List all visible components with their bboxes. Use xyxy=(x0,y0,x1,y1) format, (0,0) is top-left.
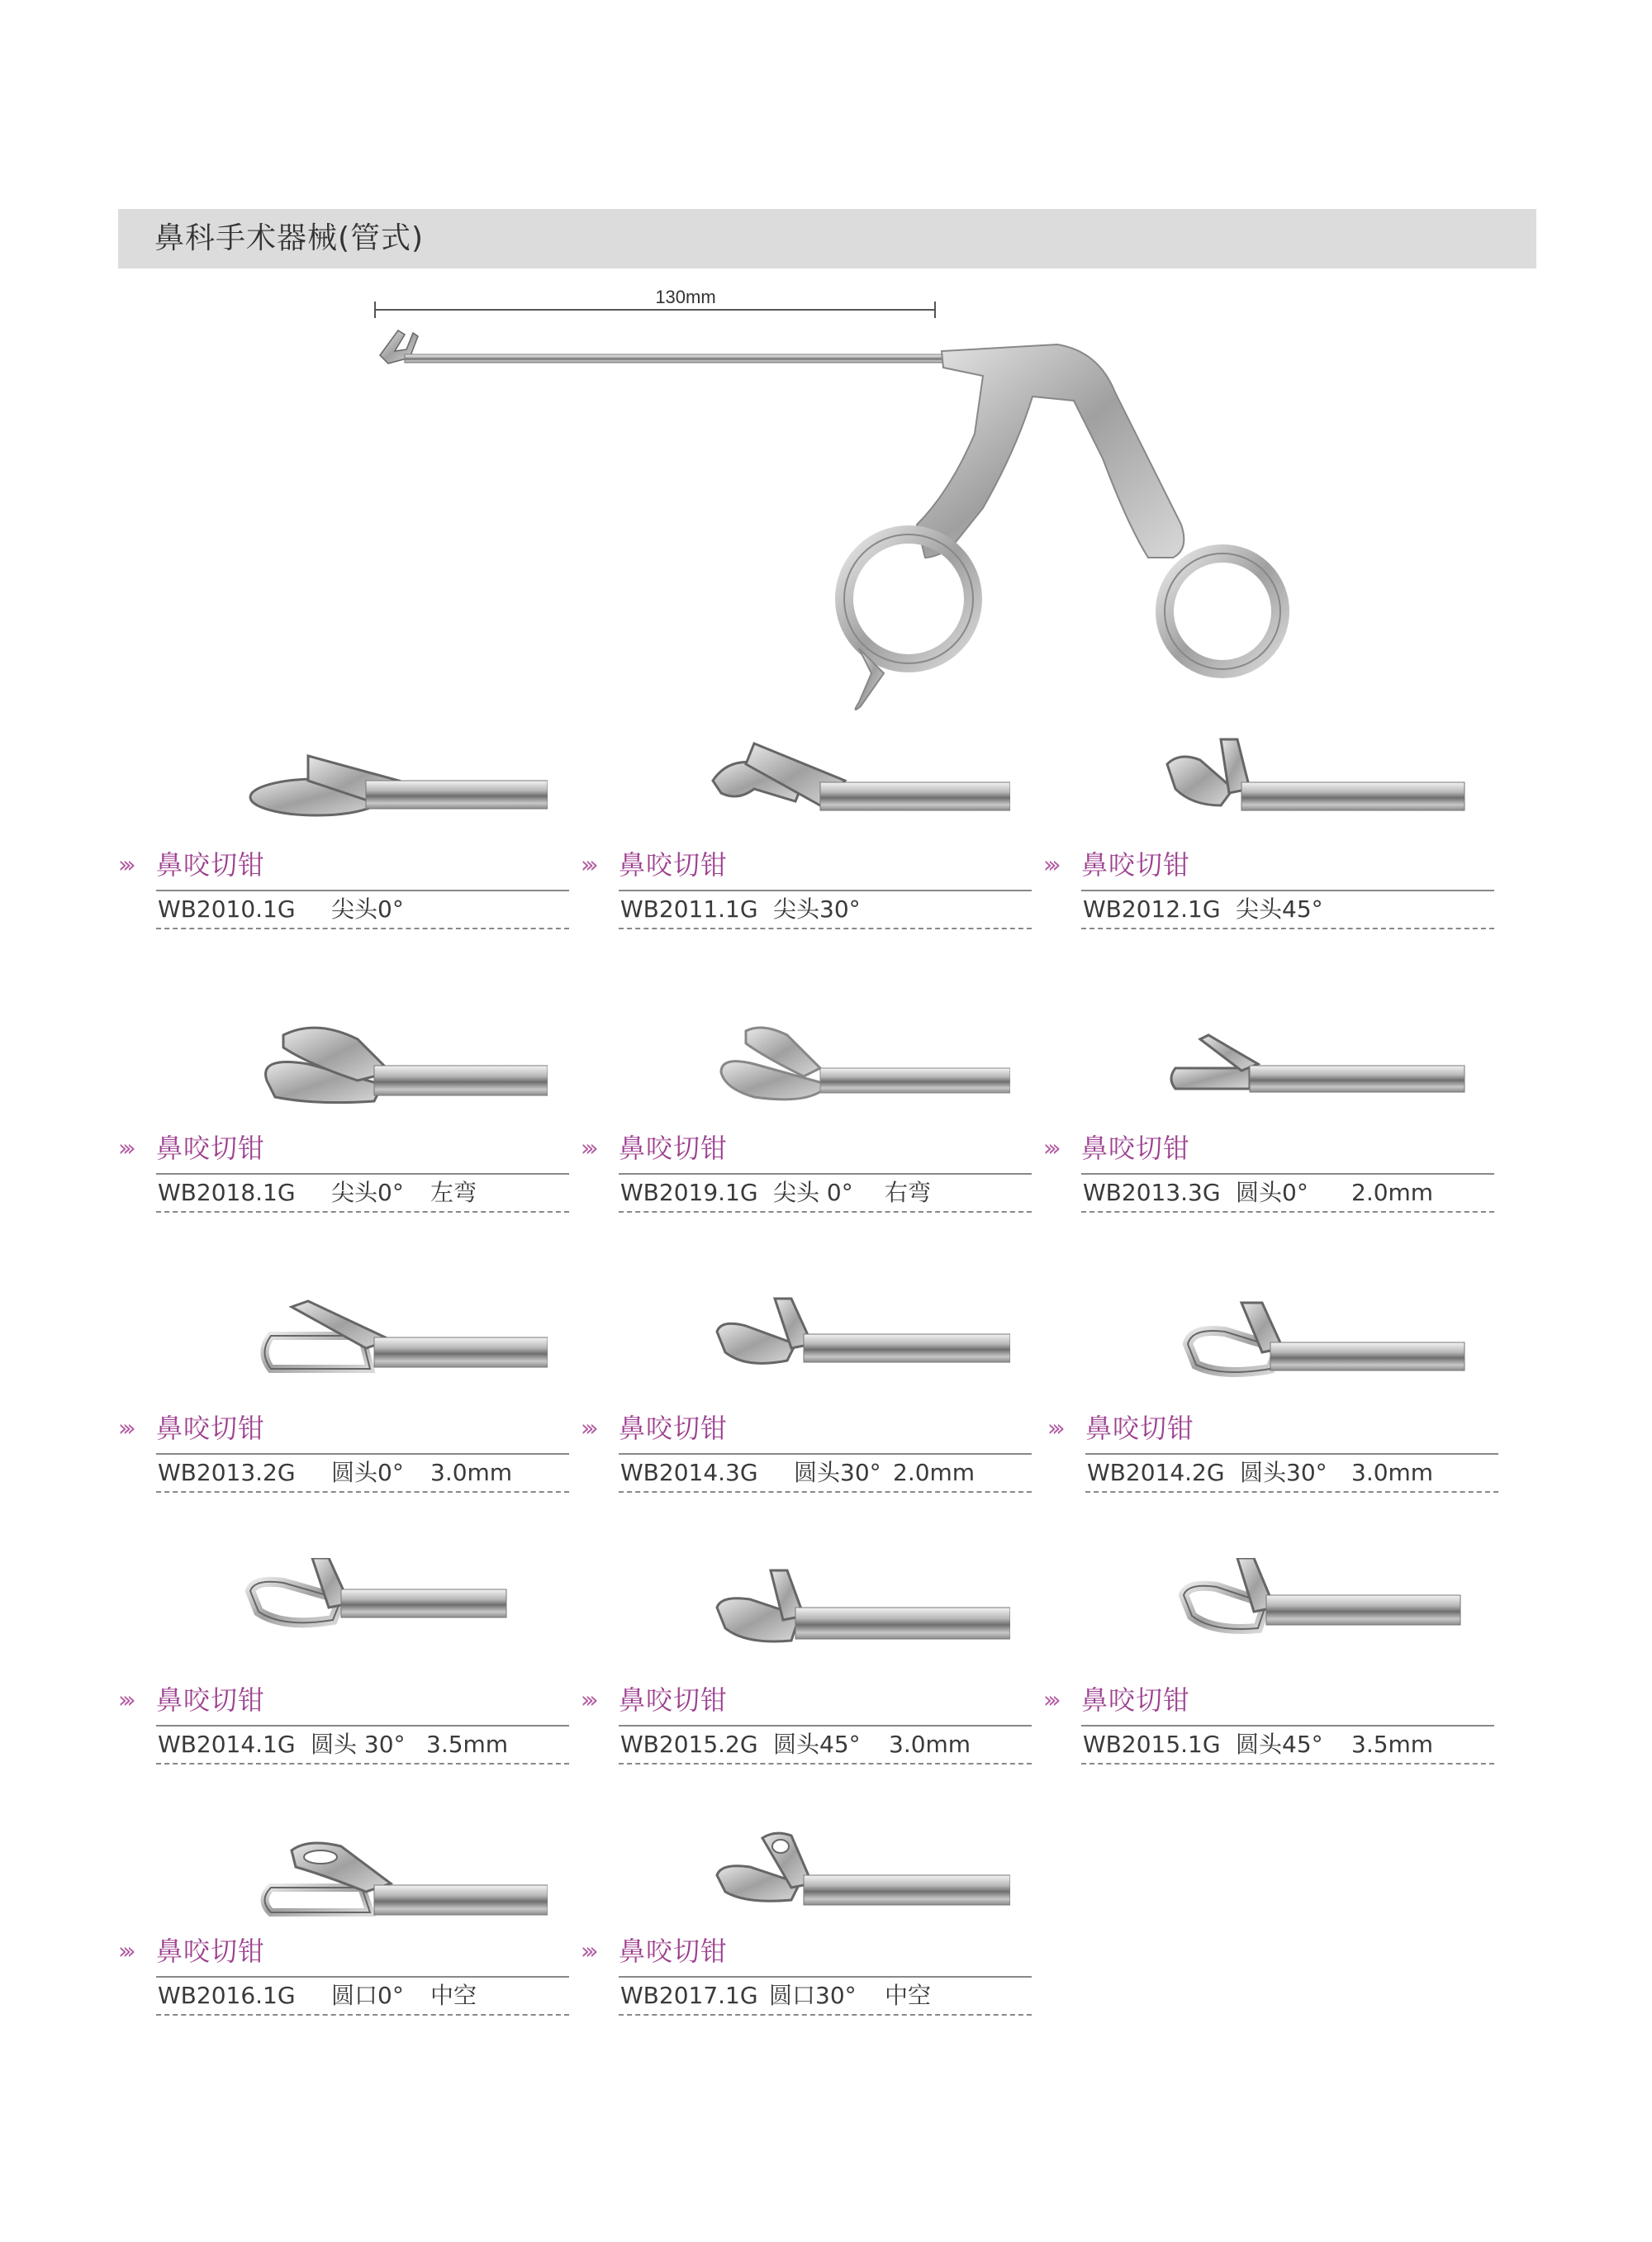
product-spec-row xyxy=(1087,1456,1433,1489)
product-code: WB2013.3G xyxy=(1083,1179,1221,1206)
product-spec-extra: 左弯 xyxy=(430,1179,477,1206)
instrument-tip-image xyxy=(217,1006,548,1130)
product-card xyxy=(581,1270,1043,1518)
product-code: WB2019.1G xyxy=(620,1179,758,1206)
product-name: 鼻咬切钳 xyxy=(1081,1133,1191,1164)
double-chevron-icon: ››› xyxy=(118,1414,131,1442)
divider xyxy=(619,1725,1032,1727)
product-spec: 尖头0° xyxy=(331,895,404,923)
instrument-tip-image xyxy=(680,1809,1010,1933)
dashed-divider xyxy=(156,1763,569,1765)
product-name: 鼻咬切钳 xyxy=(1081,849,1191,881)
dashed-divider xyxy=(619,1211,1032,1213)
product-card xyxy=(118,990,581,1237)
product-spec: 圆头30° xyxy=(794,1459,881,1486)
product-name: 鼻咬切钳 xyxy=(156,1413,266,1444)
divider xyxy=(619,890,1032,891)
product-name: 鼻咬切钳 xyxy=(156,1936,266,1967)
product-spec-extra: 右弯 xyxy=(885,1179,932,1206)
instrument-tip-image xyxy=(1142,1006,1473,1130)
dashed-divider xyxy=(619,1491,1032,1493)
dimension-label: 130mm xyxy=(655,287,716,307)
divider xyxy=(156,1725,569,1727)
double-chevron-icon: ››› xyxy=(118,1686,131,1713)
product-spec-row xyxy=(158,1456,512,1489)
product-name: 鼻咬切钳 xyxy=(1081,1684,1191,1716)
product-spec: 尖头 0° xyxy=(773,1179,853,1206)
divider xyxy=(619,1976,1032,1978)
product-spec: 圆头45° xyxy=(1236,1731,1323,1758)
dashed-divider xyxy=(1081,928,1494,929)
instrument-tip-image xyxy=(680,723,1010,847)
product-spec: 圆头30° xyxy=(1240,1459,1327,1486)
instrument-tip-image xyxy=(1146,1286,1477,1410)
product-spec-extra: 3.5mm xyxy=(1351,1731,1434,1758)
product-code: WB2015.2G xyxy=(620,1731,758,1758)
section-header xyxy=(118,209,1536,268)
product-spec: 尖头30° xyxy=(773,895,861,923)
product-code: WB2013.2G xyxy=(158,1459,296,1486)
divider xyxy=(1081,1725,1494,1727)
product-spec: 圆头0° xyxy=(1236,1179,1308,1206)
product-card xyxy=(581,1541,1043,1789)
divider xyxy=(1081,890,1494,891)
divider xyxy=(156,1173,569,1175)
dashed-divider xyxy=(156,2014,569,2016)
instrument-tip-image xyxy=(217,1809,548,1933)
dashed-divider xyxy=(1085,1491,1498,1493)
product-spec-extra: 3.0mm xyxy=(430,1459,513,1486)
product-spec-row xyxy=(1083,1176,1433,1209)
double-chevron-icon: ››› xyxy=(1047,1414,1061,1442)
product-spec-row xyxy=(158,1176,477,1209)
product-card xyxy=(1043,990,1506,1237)
instrument-tip-image xyxy=(680,1558,1010,1682)
double-chevron-icon: ››› xyxy=(581,1134,594,1161)
product-name: 鼻咬切钳 xyxy=(619,849,729,881)
instrument-tip-image xyxy=(217,1558,548,1682)
double-chevron-icon: ››› xyxy=(581,1414,594,1442)
product-spec-row xyxy=(620,1456,975,1489)
product-spec-row xyxy=(620,1176,931,1209)
product-name: 鼻咬切钳 xyxy=(156,849,266,881)
product-spec-extra: 中空 xyxy=(885,1982,932,2009)
product-code: WB2011.1G xyxy=(620,895,758,923)
product-card xyxy=(1043,1541,1506,1789)
double-chevron-icon: ››› xyxy=(581,851,594,878)
double-chevron-icon: ››› xyxy=(581,1686,594,1713)
product-card xyxy=(118,1270,581,1518)
dashed-divider xyxy=(156,1491,569,1493)
instrument-tip-image xyxy=(680,1286,1010,1410)
product-code: WB2014.2G xyxy=(1087,1459,1225,1486)
product-code: WB2016.1G xyxy=(158,1982,296,2009)
product-spec: 尖头0° xyxy=(331,1179,404,1206)
product-card xyxy=(118,1793,581,2040)
double-chevron-icon: ››› xyxy=(1043,1686,1056,1713)
divider xyxy=(1085,1453,1498,1455)
main-instrument-illustration xyxy=(355,285,1305,723)
product-spec-extra: 3.0mm xyxy=(1351,1459,1434,1486)
product-code: WB2010.1G xyxy=(158,895,296,923)
product-name: 鼻咬切钳 xyxy=(619,1684,729,1716)
double-chevron-icon: ››› xyxy=(1043,851,1056,878)
product-name: 鼻咬切钳 xyxy=(156,1684,266,1716)
product-spec-extra: 2.0mm xyxy=(893,1459,976,1486)
instrument-tip-image xyxy=(1142,1558,1473,1682)
product-spec: 圆头45° xyxy=(773,1731,861,1758)
instrument-tip-image xyxy=(1142,723,1473,847)
divider xyxy=(1081,1173,1494,1175)
product-code: WB2018.1G xyxy=(158,1179,296,1206)
product-name: 鼻咬切钳 xyxy=(1085,1413,1195,1444)
product-spec: 圆口30° xyxy=(769,1982,857,2009)
product-card xyxy=(1047,1270,1510,1518)
double-chevron-icon: ››› xyxy=(118,851,131,878)
product-spec-row xyxy=(620,893,861,926)
section-title: 鼻科手术器械(管式) xyxy=(154,221,425,255)
product-card xyxy=(581,706,1043,954)
double-chevron-icon: ››› xyxy=(118,1937,131,1964)
product-spec-row xyxy=(158,1728,508,1761)
product-spec-extra: 3.0mm xyxy=(889,1731,971,1758)
product-card xyxy=(581,1793,1043,2040)
divider xyxy=(156,1976,569,1978)
double-chevron-icon: ››› xyxy=(581,1937,594,1964)
instrument-tip-image xyxy=(680,1006,1010,1130)
product-spec-row xyxy=(620,1979,931,2012)
product-spec: 尖头45° xyxy=(1236,895,1323,923)
product-spec-row xyxy=(1083,1728,1433,1761)
instrument-tip-image xyxy=(217,1286,548,1410)
product-code: WB2014.1G xyxy=(158,1731,296,1758)
product-spec: 圆头0° xyxy=(331,1459,404,1486)
product-spec: 圆头 30° xyxy=(311,1731,406,1758)
product-spec: 圆口0° xyxy=(331,1982,404,2009)
dashed-divider xyxy=(156,1211,569,1213)
product-name: 鼻咬切钳 xyxy=(619,1936,729,1967)
product-code: WB2014.3G xyxy=(620,1459,758,1486)
product-name: 鼻咬切钳 xyxy=(619,1413,729,1444)
dashed-divider xyxy=(619,2014,1032,2016)
divider xyxy=(156,890,569,891)
product-spec-extra: 3.5mm xyxy=(426,1731,509,1758)
product-name: 鼻咬切钳 xyxy=(619,1133,729,1164)
product-code: WB2017.1G xyxy=(620,1982,758,2009)
double-chevron-icon: ››› xyxy=(1043,1134,1056,1161)
product-code: WB2012.1G xyxy=(1083,895,1221,923)
product-code: WB2015.1G xyxy=(1083,1731,1221,1758)
divider xyxy=(619,1173,1032,1175)
product-spec-row xyxy=(620,1728,971,1761)
dashed-divider xyxy=(1081,1211,1494,1213)
product-card xyxy=(1043,706,1506,954)
product-spec-extra: 2.0mm xyxy=(1351,1179,1434,1206)
dashed-divider xyxy=(156,928,569,929)
product-spec-row xyxy=(158,1979,477,2012)
double-chevron-icon: ››› xyxy=(118,1134,131,1161)
divider xyxy=(156,1453,569,1455)
product-spec-extra: 中空 xyxy=(430,1982,477,2009)
product-card xyxy=(581,990,1043,1237)
dashed-divider xyxy=(619,1763,1032,1765)
dashed-divider xyxy=(619,928,1032,929)
product-card xyxy=(118,706,581,954)
product-name: 鼻咬切钳 xyxy=(156,1133,266,1164)
product-spec-row xyxy=(1083,893,1323,926)
product-spec-row xyxy=(158,893,430,926)
divider xyxy=(619,1453,1032,1455)
product-card xyxy=(118,1541,581,1789)
instrument-tip-image xyxy=(217,723,548,847)
dashed-divider xyxy=(1081,1763,1494,1765)
